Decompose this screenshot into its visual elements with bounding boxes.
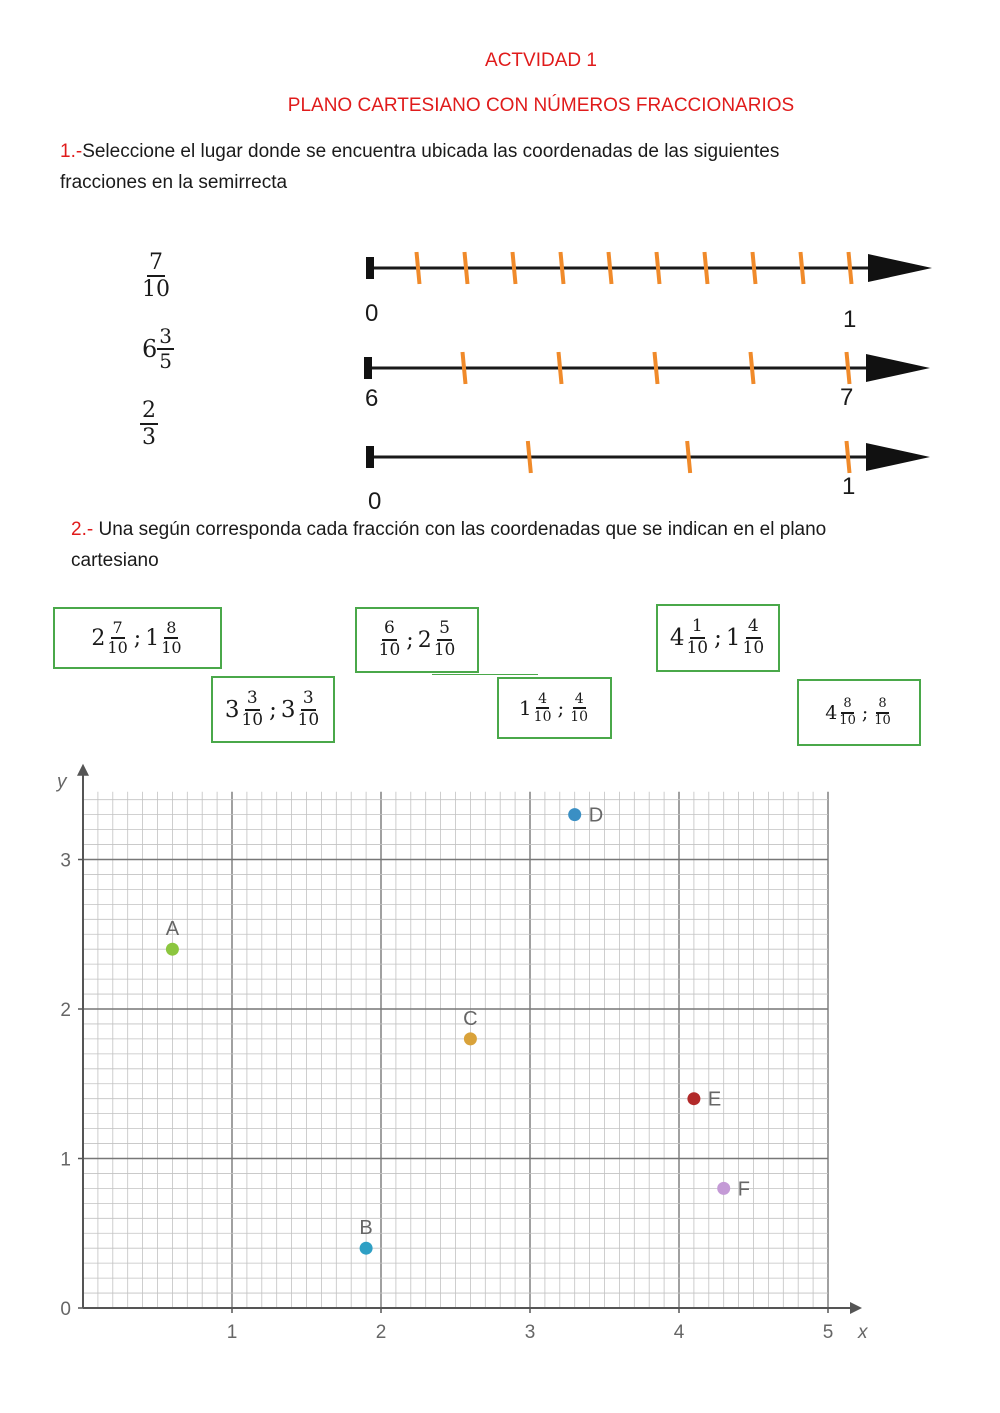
activity-title: ACTVIDAD 1 <box>485 50 597 71</box>
point-label-a: A <box>165 918 180 941</box>
coordinate-card-4[interactable]: 3 $\frac{3}{10}$ ; 3 $\frac{3}{10}$ <box>211 676 335 743</box>
number-line-1-origin <box>366 257 374 279</box>
coordinate-card-3[interactable]: 4 $\frac{1}{10}$ ; 1 $\frac{4}{10}$ <box>656 604 780 672</box>
number-line-2-end: 7 <box>840 384 854 411</box>
coordinate-card-6[interactable]: 4 $\frac{8}{10}$ ; $\frac{8}{10}$ <box>797 679 921 746</box>
y-tick-label: 1 <box>60 1149 71 1171</box>
question-2 <box>71 514 971 576</box>
point-b <box>360 1242 373 1255</box>
number-line-1-end: 1 <box>843 306 857 333</box>
point-label-c: C <box>463 1007 478 1030</box>
fraction-two-thirds: $\frac{2}{3}$ <box>142 398 156 451</box>
question-2-text-line1: Una según corresponda cada fracción con las coordenadas que se indican en el plano <box>98 519 827 540</box>
page-title: PLANO CARTESIANO CON NÚMEROS FRACCIONARIOS <box>287 95 795 116</box>
x-tick-label: 3 <box>524 1322 536 1343</box>
arrow-right-icon <box>866 354 930 382</box>
coordinate-card-5[interactable]: 1 $\frac{4}{10}$ ; $\frac{4}{10}$ <box>497 677 612 739</box>
tick-mark <box>465 252 468 284</box>
stray-line <box>432 674 538 675</box>
point-c <box>464 1032 477 1045</box>
tick-mark <box>849 252 852 284</box>
point-label-f: F <box>737 1178 750 1201</box>
tick-mark <box>705 252 708 284</box>
point-d <box>568 808 581 821</box>
y-tick-label: 2 <box>60 1000 71 1021</box>
number-line-1-start: 0 <box>365 300 379 327</box>
question-2-text-line2: cartesiano <box>71 550 159 571</box>
question-1-text-line1: Seleccione el lugar donde se encuentra ubicada las coordenadas de las siguientes <box>82 141 780 162</box>
number-line-2-start: 6 <box>365 385 379 412</box>
number-line-3-origin <box>366 446 374 468</box>
question-1-text-line2: fracciones en la semirrecta <box>60 172 288 193</box>
x-tick-label: 1 <box>226 1322 238 1343</box>
y-axis-arrow-icon <box>77 764 89 776</box>
x-axis-arrow-icon <box>850 1302 862 1314</box>
tick-mark <box>463 352 466 384</box>
y-axis-label: y <box>57 771 67 793</box>
tick-mark <box>657 252 660 284</box>
cartesian-plane <box>40 760 890 1360</box>
question-2-number: 2.- <box>71 519 94 540</box>
tick-mark <box>801 252 804 284</box>
point-label-d: D <box>588 804 604 827</box>
x-tick-label: 2 <box>375 1322 387 1343</box>
number-line-3-start: 0 <box>368 488 382 515</box>
arrow-right-icon <box>866 443 930 471</box>
point-label-b: B <box>359 1217 373 1240</box>
number-line-2-origin <box>364 357 372 379</box>
tick-mark <box>528 441 531 473</box>
fraction-six-three-fifths: 6 $\frac{3}{5}$ <box>142 324 173 373</box>
coordinate-card-1[interactable]: 2 $\frac{7}{10}$ ; 1 $\frac{8}{10}$ <box>53 607 222 669</box>
tick-mark <box>847 441 850 473</box>
point-f <box>717 1182 730 1195</box>
tick-mark <box>417 252 420 284</box>
arrow-right-icon <box>868 254 932 282</box>
tick-mark <box>753 252 756 284</box>
tick-mark <box>655 352 658 384</box>
tick-mark <box>687 441 690 473</box>
point-e <box>687 1092 700 1105</box>
fraction-seven-tenths: $\frac{7}{10}$ <box>142 250 170 303</box>
number-lines <box>0 0 1000 520</box>
tick-mark <box>751 352 754 384</box>
tick-mark <box>609 252 612 284</box>
tick-mark <box>559 352 562 384</box>
y-tick-label: 0 <box>60 1299 71 1320</box>
y-tick-label: 3 <box>60 850 71 872</box>
x-axis-label: x <box>858 1322 868 1343</box>
tick-mark <box>513 252 516 284</box>
tick-mark <box>847 352 850 384</box>
point-a <box>166 943 179 956</box>
question-1-number: 1.- <box>60 141 83 162</box>
coordinate-card-2[interactable]: $\frac{6}{10}$ ; 2 $\frac{5}{10}$ <box>355 607 479 673</box>
tick-mark <box>561 252 564 284</box>
x-tick-label: 5 <box>822 1322 834 1343</box>
x-tick-label: 4 <box>673 1322 685 1343</box>
point-label-e: E <box>707 1088 722 1111</box>
number-line-3-end: 1 <box>842 473 856 500</box>
